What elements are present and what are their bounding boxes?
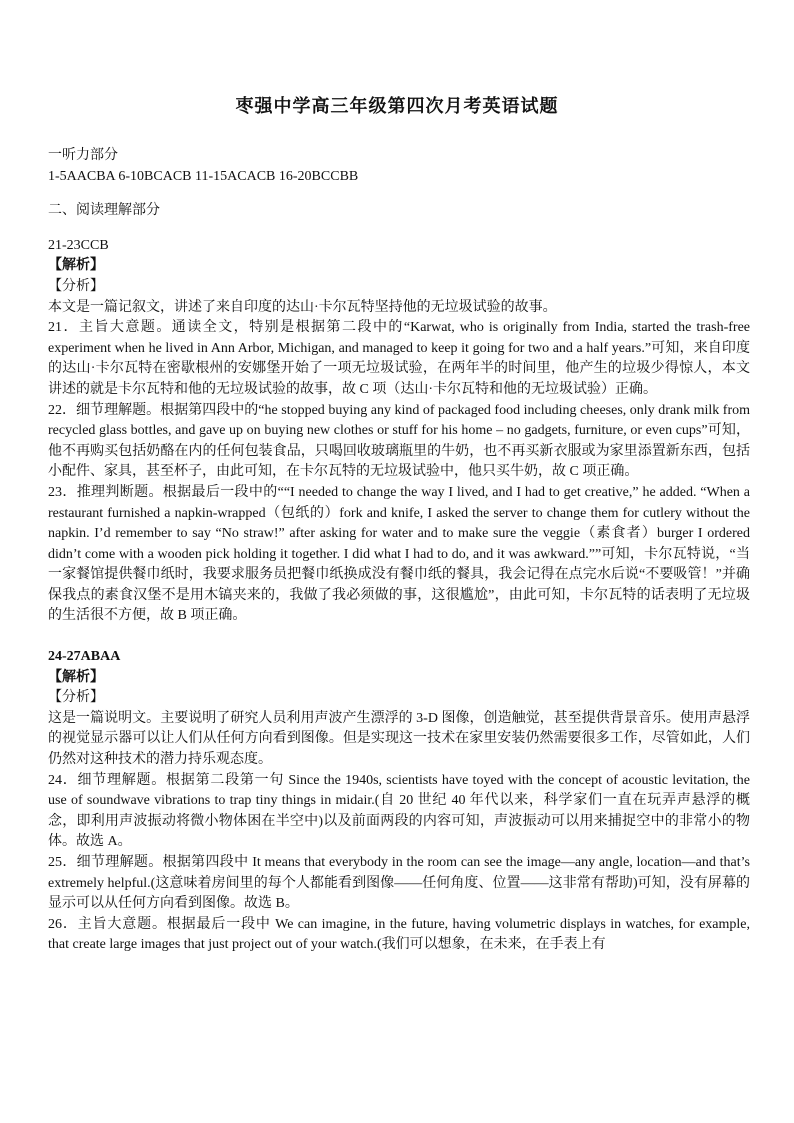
jiexi-label: 【解析】 [48, 669, 104, 685]
document-title: 枣强中学高三年级第四次月考英语试题 [235, 96, 559, 117]
listening-answers: 1-5AACBA 6-10BCACB 11-15ACACB 16-20BCCBB [48, 168, 359, 184]
explanation-25: 25．细节理解题。根据第四段中 It means that everybody in the room can see the image—any angle, location—and that’s extremely helpful.(这意味着房间里的每个人都能看到图像——任何角度、位置——这非常有帮助)可知，没有屏幕的显示可以从任何方向看到图像。故选 B。 [48, 855, 750, 912]
explanation-24: 24．细节理解题。根据第二段第一句 Since the 1940s, scientists have toyed with the concept of acoustic levitation, the use of soundwave vibrations to trap tiny things in midair.(自 20 世纪 40 年代以来，科学家们一直在玩弄声悬浮的概念，即利用声波振动将微小物体困在半空中)以及前面两段的内容可知，声波振动可以用来捕捉空中的非常小的物体。故选 A。 [48, 772, 750, 850]
fenxi-label: 【分析】 [48, 690, 104, 706]
answers-21-23: 21-23CCB [48, 237, 109, 253]
explanation-26: 26．主旨大意题。根据最后一段中 We can imagine, in the future, having volumetric displays in watches, for example, that create large images that just project out of your watch.(我们可以想象，在未来，在手表上有 [48, 916, 750, 953]
explanation-22: 22．细节理解题。根据第四段中的“he stopped buying any kind of packaged food including cheeses, only drank milk from recycled glass bottles, and gave up on buying new clothes or stuff for his home – no gadgets, furniture, or even cups”可知，他不再购买包括奶酪在内的任何包装食品，只喝回收玻璃瓶里的牛奶，也不再买新衣服或为家里添置新东西，包括小配件、家具，甚至杯子，由此可知，在卡尔瓦特的无垃圾试验中，他只买牛奶，故 C 项正确。 [48, 402, 750, 480]
answers-24-27: 24-27ABAA [48, 649, 121, 665]
explanation-21: 21．主旨大意题。通读全文，特别是根据第二段中的“Karwat, who is originally from India, started the trash-free experiment when he lived in Ann Arbor, Michigan, and managed to keep it going for two and a half years.”可知，来自印度的达山·卡尔瓦特在密歇根州的安娜堡开始了一项无垃圾试验，在两年半的时间里，他产生的垃圾少得惊人，本文讲述的就是卡尔瓦特和他的无垃圾试验的故事，故 C 项（达山·卡尔瓦特和他的无垃圾试验）正确。 [48, 320, 750, 397]
summary-paragraph: 这是一篇说明文。主要说明了研究人员利用声波产生漂浮的 3-D 图像，创造触觉，甚至提供背景音乐。使用声悬浮的视觉显示器可以让人们从任何方向看到图像。但是实现这一技术在家里安装仍然需要很多工作，尽管如此，人们仍然对这种技术的潜力持乐观态度。 [48, 710, 750, 768]
document-body [48, 146, 750, 956]
reading-heading: 二、阅读理解部分 [48, 203, 160, 219]
jiexi-label: 【解析】 [48, 258, 104, 274]
explanation-23: 23．推理判断题。根据最后一段中的““I needed to change the way I lived, and I had to get creative,” he added. “When a restaurant furnished a napkin-wrapped（包纸的）fork and knife, I asked the server to change them for cutlery without the napkin. I’d remember to say “No straw!” after asking for water and to make sure the veggie（素食者）burger I ordered didn’t come with a wooden pick holding it together. I did what I had to do, and it was awkward.””可知，卡尔瓦特说，“当一家餐馆提供餐巾纸时，我要求服务员把餐巾纸换成没有餐巾纸的餐具，我会记得在点完水后说“不要吸管！”并确保我点的素食汉堡不是用木镐夹来的，我做了我必须做的事，这很尴尬”，由此可知，卡尔瓦特的话表明了无垃圾的生活很不方便，故 B 项正确。 [48, 484, 750, 624]
summary-paragraph: 本文是一篇记叙文，讲述了来自印度的达山·卡尔瓦特坚持他的无垃圾试验的故事。 [48, 299, 557, 315]
fenxi-label: 【分析】 [48, 278, 104, 294]
listening-heading: 一听力部分 [48, 148, 118, 163]
